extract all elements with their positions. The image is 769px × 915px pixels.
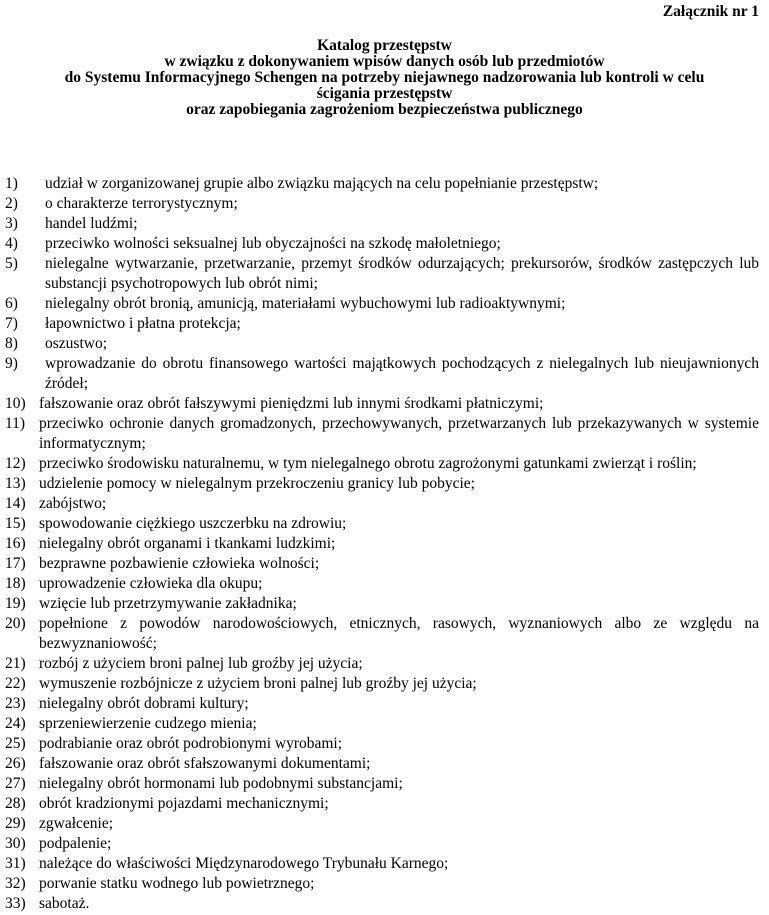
list-item <box>5 314 759 334</box>
item-text: fałszowanie oraz obrót fałszywymi pieniędzmi lub innymi środkami płatniczymi; <box>39 395 544 412</box>
item-text: o charakterze terrorystycznym; <box>45 195 238 212</box>
item-number: 9) <box>5 355 18 372</box>
item-number: 1) <box>5 175 18 192</box>
item-text: fałszowanie oraz obrót sfałszowanymi dokumentami; <box>39 755 371 772</box>
list-item <box>5 834 759 854</box>
list-item <box>5 574 759 594</box>
item-text: wzięcie lub przetrzymywanie zakładnika; <box>39 595 297 612</box>
item-number: 23) <box>5 695 26 712</box>
item-number: 22) <box>5 675 26 692</box>
item-number: 30) <box>5 835 26 852</box>
list-item <box>5 414 759 454</box>
list-item <box>5 894 759 914</box>
annex-label: Załącznik nr 1 <box>662 3 759 20</box>
item-text: obrót kradzionymi pojazdami mechanicznymi; <box>39 795 329 812</box>
item-number: 25) <box>5 735 26 752</box>
list-item <box>5 354 759 394</box>
item-text: podrabianie oraz obrót podrobionymi wyrobami; <box>39 735 343 752</box>
item-number: 18) <box>5 575 26 592</box>
title-line: ścigania przestępstw <box>316 85 453 102</box>
title-line: oraz zapobiegania zagrożeniom bezpieczeństwa publicznego <box>186 101 583 118</box>
list-item <box>5 594 759 614</box>
item-text: uprowadzenie człowieka dla okupu; <box>39 575 263 592</box>
item-text: przeciwko wolności seksualnej lub obyczajności na szkodę małoletniego; <box>45 235 501 252</box>
item-text: bezprawne pozbawienie człowieka wolności; <box>39 555 320 572</box>
item-text: udział w zorganizowanej grupie albo związku mających na celu popełnianie przestępstw; <box>45 175 599 192</box>
list-item <box>5 454 759 474</box>
title-line: do Systemu Informacyjnego Schengen na potrzeby niejawnego nadzorowania lub kontroli w celu <box>64 69 705 86</box>
item-text: nielegalny obrót bronią, amunicją, materiałami wybuchowymi lub radioaktywnymi; <box>45 295 566 312</box>
item-text: sabotaż. <box>39 895 90 912</box>
list-item <box>5 394 759 414</box>
item-text: handel ludźmi; <box>45 215 138 232</box>
title-line: Katalog przestępstw <box>317 37 452 54</box>
item-number: 29) <box>5 815 26 832</box>
list-item <box>5 774 759 794</box>
list-item <box>5 814 759 834</box>
item-text: udzielenie pomocy w nielegalnym przekroczeniu granicy lub pobycie; <box>39 475 475 492</box>
list-item <box>5 534 759 554</box>
item-text: wprowadzanie do obrotu finansowego wartości majątkowych pochodzących z nielegalnych lub nieujawnionych źródeł; <box>45 355 759 392</box>
list-item <box>5 794 759 814</box>
list-item <box>5 514 759 534</box>
item-number: 12) <box>5 455 26 472</box>
item-number: 6) <box>5 295 18 312</box>
item-text: rozbój z użyciem broni palnej lub groźby jej użycia; <box>39 655 363 672</box>
list-item <box>5 554 759 574</box>
item-number: 28) <box>5 795 26 812</box>
list-item <box>5 334 759 354</box>
item-number: 8) <box>5 335 18 352</box>
item-number: 16) <box>5 535 26 552</box>
item-number: 19) <box>5 595 26 612</box>
item-text: nielegalny obrót dobrami kultury; <box>39 695 249 712</box>
item-text: podpalenie; <box>39 835 112 852</box>
item-text: nielegalny obrót organami i tkankami ludzkimi; <box>39 535 336 552</box>
item-number: 5) <box>5 255 18 272</box>
item-number: 26) <box>5 755 26 772</box>
offence-list <box>5 174 759 914</box>
item-number: 15) <box>5 515 26 532</box>
item-number: 24) <box>5 715 26 732</box>
item-number: 14) <box>5 495 26 512</box>
item-text: przeciwko środowisku naturalnemu, w tym nielegalnego obrotu zagrożonymi gatunkami zwierząt i roślin; <box>39 455 697 472</box>
list-item <box>5 854 759 874</box>
item-number: 27) <box>5 775 26 792</box>
item-number: 3) <box>5 215 18 232</box>
item-number: 4) <box>5 235 18 252</box>
item-text: nielegalny obrót hormonami lub podobnymi substancjami; <box>39 775 403 792</box>
item-number: 17) <box>5 555 26 572</box>
item-text: zgwałcenie; <box>39 815 114 832</box>
item-text: łapownictwo i płatna protekcja; <box>45 315 241 332</box>
list-item <box>5 294 759 314</box>
item-number: 11) <box>5 415 26 432</box>
list-item <box>5 194 759 214</box>
list-item <box>5 234 759 254</box>
item-number: 20) <box>5 615 26 632</box>
title-line: w związku z dokonywaniem wpisów danych osób lub przedmiotów <box>164 53 605 70</box>
list-item <box>5 734 759 754</box>
document-title <box>0 38 769 118</box>
item-number: 32) <box>5 875 26 892</box>
list-item <box>5 714 759 734</box>
item-text: wymuszenie rozbójnicze z użyciem broni palnej lub groźby jej użycia; <box>39 675 477 692</box>
item-number: 7) <box>5 315 18 332</box>
item-text: oszustwo; <box>45 335 107 352</box>
item-text: sprzeniewierzenie cudzego mienia; <box>39 715 257 732</box>
item-text: przeciwko ochronie danych gromadzonych, przechowywanych, przetwarzanych lub przekazywanych w systemie informatycznym; <box>39 415 759 452</box>
list-item <box>5 614 759 654</box>
item-number: 2) <box>5 195 18 212</box>
item-text: nielegalne wytwarzanie, przetwarzanie, przemyt środków odurzających; prekursorów, środków zastępczych lub substancji psychotropowych lub obrót nimi; <box>45 255 759 292</box>
list-item <box>5 174 759 194</box>
item-number: 13) <box>5 475 26 492</box>
item-number: 33) <box>5 895 26 912</box>
item-text: zabójstwo; <box>39 495 107 512</box>
list-item <box>5 754 759 774</box>
list-item <box>5 254 759 294</box>
item-text: spowodowanie ciężkiego uszczerbku na zdrowiu; <box>39 515 347 532</box>
item-number: 10) <box>5 395 26 412</box>
list-item <box>5 214 759 234</box>
list-item <box>5 694 759 714</box>
list-item <box>5 654 759 674</box>
list-item <box>5 874 759 894</box>
item-text: popełnione z powodów narodowościowych, etnicznych, rasowych, wyznaniowych albo ze względu na bezwyznaniowość; <box>39 615 759 652</box>
list-item <box>5 474 759 494</box>
item-number: 21) <box>5 655 26 672</box>
list-item <box>5 494 759 514</box>
item-text: należące do właściwości Międzynarodowego Trybunału Karnego; <box>39 855 449 872</box>
item-text: porwanie statku wodnego lub powietrznego; <box>39 875 315 892</box>
list-item <box>5 674 759 694</box>
item-number: 31) <box>5 855 26 872</box>
